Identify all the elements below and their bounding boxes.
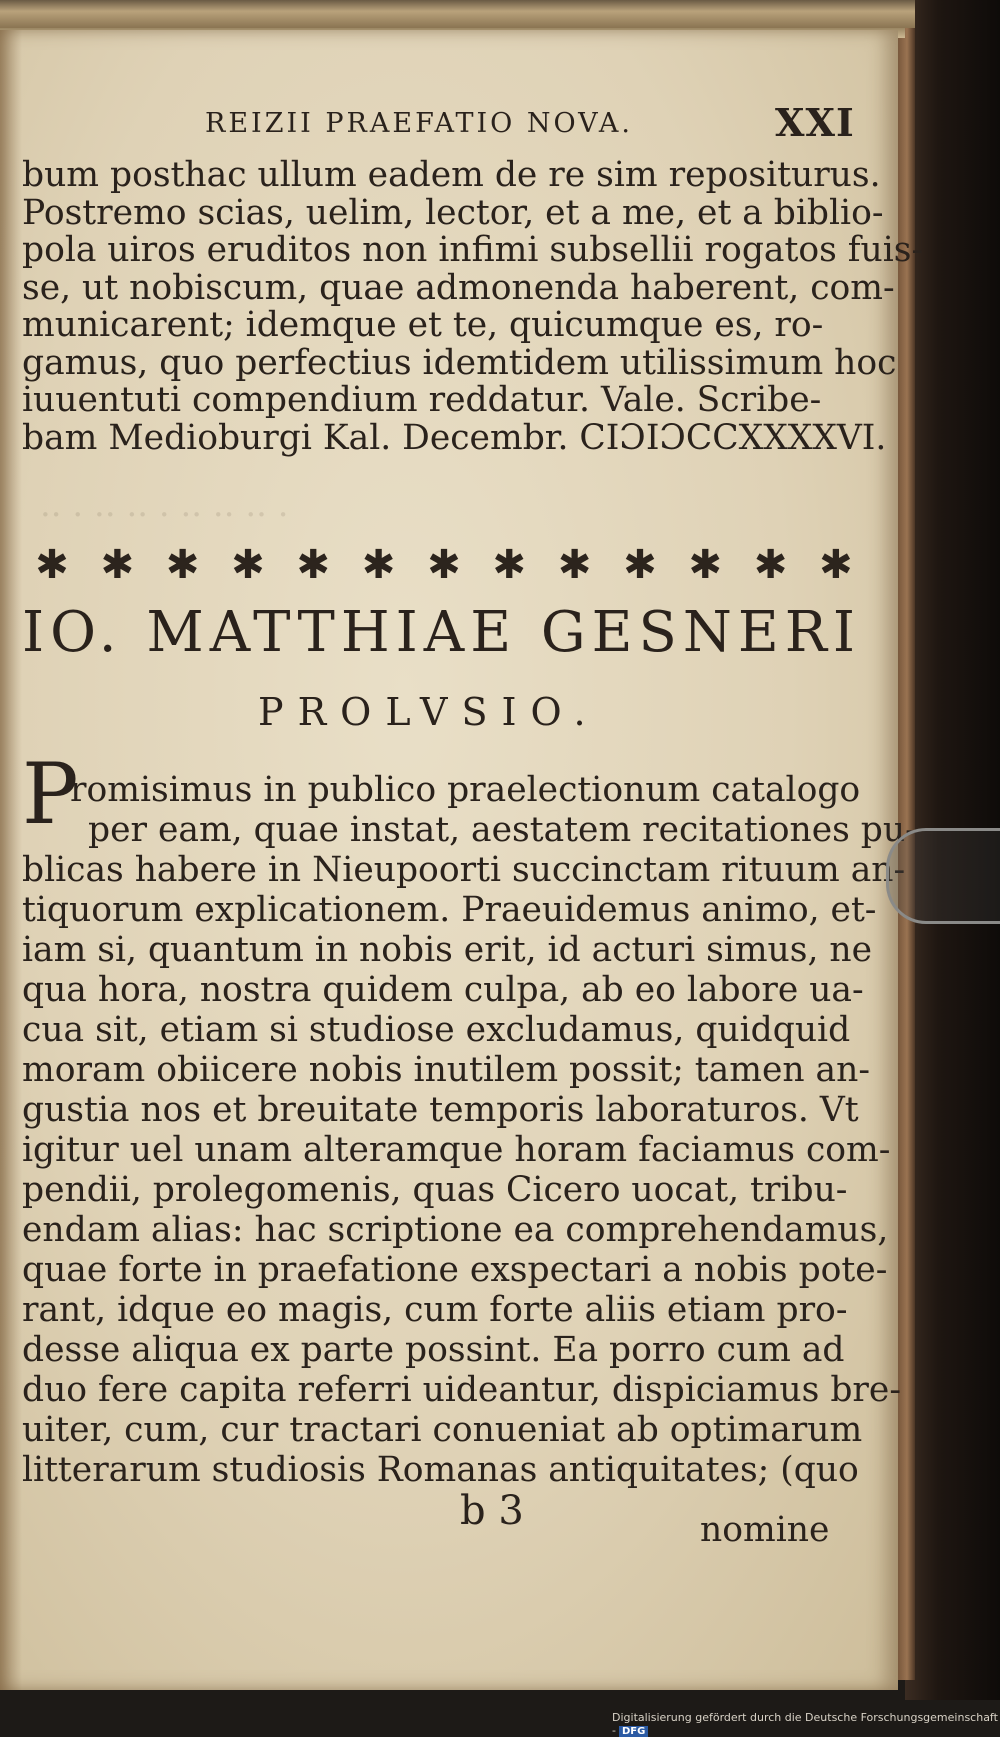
section-subtitle: PROLVSIO. <box>258 690 600 734</box>
fleuron-ornament-icon: ✱ <box>688 542 723 588</box>
fleuron-ornament-icon: ✱ <box>623 542 657 588</box>
preface-line: bam Medioburgi Kal. Decembr. CIƆIƆCCXXXXVI. <box>22 417 887 458</box>
body-line: duo fere capita referri uideantur, dispiciamus bre- <box>22 1370 901 1410</box>
catchword: nomine <box>700 1510 830 1550</box>
body-line: tiquorum explicationem. Praeuidemus animo, et- <box>22 890 877 930</box>
body-line: iam si, quantum in nobis erit, id acturi simus, ne <box>22 930 873 970</box>
dfg-logo: DFG <box>619 1726 648 1737</box>
gutter-shadow <box>0 30 22 1690</box>
previous-page-edge <box>0 0 915 28</box>
body-line: moram obiicere nobis inutilem possit; tamen an- <box>22 1050 870 1090</box>
fleuron-ornament-icon: ✱ <box>819 542 853 588</box>
body-line: gustia nos et breuitate temporis laboraturos. Vt <box>22 1090 859 1130</box>
body-line: rant, idque eo magis, cum forte aliis etiam pro- <box>22 1290 848 1330</box>
fleuron-ornament-icon: ✱ <box>427 542 461 588</box>
preface-line: gamus, quo perfectius idemtidem utilissimum hoc <box>22 342 897 383</box>
preface-line: municarent; idemque et te, quicumque es, ro- <box>22 305 824 345</box>
preface-line: se, ut nobiscum, quae admonenda haberent, com- <box>22 267 895 308</box>
body-line: quae forte in praefatione exspectari a nobis pote- <box>22 1250 888 1290</box>
fleuron-ornament-icon: ✱ <box>492 542 527 588</box>
preface-line: pola uiros eruditos non infimi subsellii rogatos fuis- <box>22 230 924 270</box>
credit-text: Digitalisierung gefördert durch die Deutsche Forschungsgemeinschaft - <box>612 1711 998 1737</box>
running-title: REIZII PRAEFATIO NOVA. <box>205 108 633 139</box>
fleuron-ornament-icon: ✱ <box>165 542 200 588</box>
body-line: pendii, prolegomenis, quas Cicero uocat, tribu- <box>22 1170 848 1210</box>
preface-line: Postremo scias, uelim, lector, et a me, et a biblio- <box>22 192 884 233</box>
ornament-row <box>28 540 860 590</box>
drop-cap: P <box>22 745 79 843</box>
body-line: romisimus in publico praelectionum catalogo <box>70 770 861 810</box>
bleed-through-text: ·· · ·· ·· · ·· ·· ·· · <box>40 495 289 535</box>
body-line: blicas habere in Nieupoorti succinctam rituum an- <box>22 850 906 890</box>
page-clip <box>886 828 1000 924</box>
fleuron-ornament-icon: ✱ <box>296 542 331 588</box>
body-line: endam alias: hac scriptione ea comprehendamus, <box>22 1210 889 1250</box>
fleuron-ornament-icon: ✱ <box>361 542 396 588</box>
preface-line: iuuentuti compendium reddatur. Vale. Scribe- <box>22 380 822 420</box>
body-line: desse aliqua ex parte possint. Ea porro cum ad <box>22 1330 845 1370</box>
section-title: IO. MATTHIAE GESNERI <box>22 600 862 665</box>
digitization-credit <box>612 1711 1000 1737</box>
fleuron-ornament-icon: ✱ <box>557 542 592 588</box>
body-line: igitur uel unam alteramque horam faciamus com- <box>22 1130 891 1170</box>
fleuron-ornament-icon: ✱ <box>100 542 135 588</box>
body-line: litterarum studiosis Romanas antiquitates; (quo <box>22 1450 859 1490</box>
fleuron-ornament-icon: ✱ <box>231 542 265 588</box>
page-number: XXI <box>775 100 855 145</box>
preface-line: bum posthac ullum eadem de re sim repositurus. <box>22 155 881 195</box>
body-line: qua hora, nostra quidem culpa, ab eo labore ua- <box>22 970 864 1010</box>
body-line: uiter, cum, cur tractari conueniat ab optimarum <box>22 1410 863 1450</box>
fleuron-ornament-icon: ✱ <box>753 542 788 588</box>
body-line: per eam, quae instat, aestatem recitationes pu- <box>88 810 917 850</box>
body-line: cua sit, etiam si studiose excludamus, quidquid <box>22 1010 851 1050</box>
signature-mark: b 3 <box>460 1488 524 1534</box>
fleuron-ornament-icon: ✱ <box>35 542 69 588</box>
